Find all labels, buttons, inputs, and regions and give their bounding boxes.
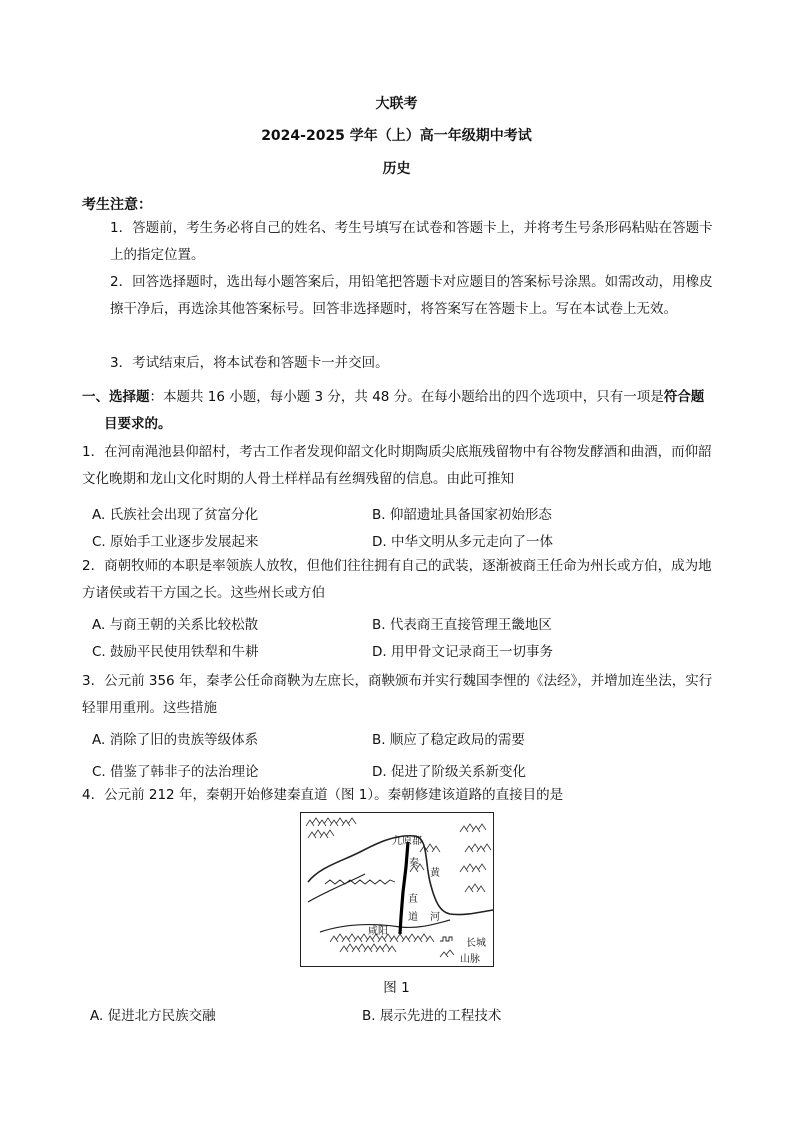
question-2-option-a[interactable]: A. 与商王朝的关系比较松散	[92, 617, 259, 633]
figure-1-map	[300, 812, 494, 967]
question-1-stem: 1．在河南渑池县仰韶村，考古工作者发现仰韶文化时期陶质尖底瓶残留物中有谷物发酵酒和曲酒，而仰韶文化晚期和龙山文化时期的人骨土样样品有丝绸残留的信息。由此可推知	[82, 444, 712, 487]
section-1-instructions	[82, 384, 722, 438]
question-3-stem: 3．公元前 356 年，秦孝公任命商鞅为左庶长，商鞅颁布并实行魏国李悝的《法经》，并增加连坐法，实行轻罪用重刑。这些措施	[82, 673, 713, 716]
notice-item-2-text: 2．回答选择题时，选出每小题答案后，用铅笔把答题卡对应题目的答案标号涂黑。如需改动，用橡皮擦干净后，再选涂其他答案标号。回答非选择题时，将答案写在答题卡上。写在本试卷上无效。	[110, 274, 713, 317]
question-4-option-a[interactable]: A. 促进北方民族交融	[90, 1008, 216, 1024]
section-1-prefix: 一、	[82, 389, 109, 405]
legend-label-mountains: 山脉	[460, 954, 480, 965]
legend-label-great-wall: 长城	[466, 938, 486, 949]
question-3-option-b[interactable]: B. 顺应了稳定政局的需要	[372, 732, 525, 748]
question-4-stem: 4．公元前 212 年，秦朝开始修建秦直道（图 1）。秦朝修建该道路的直接目的是	[82, 787, 564, 803]
label-jiuyuan: 九原郡	[392, 836, 422, 847]
figure-1-caption: 图 1	[383, 980, 410, 996]
question-1-option-b[interactable]: B. 仰韶遗址具备国家初始形态	[372, 507, 552, 523]
question-1-option-d[interactable]: D. 中华文明从多元走向了一体	[372, 534, 553, 550]
question-3-option-c[interactable]: C. 借鉴了韩非子的法治理论	[92, 764, 259, 780]
notice-item-3	[110, 350, 715, 377]
section-1-label: 选择题	[109, 389, 150, 405]
exam-title: 2024-2025 学年（上）高一年级期中考试	[261, 128, 532, 144]
question-3-option-d[interactable]: D. 促进了阶级关系新变化	[372, 764, 526, 780]
label-qin: 秦	[409, 858, 419, 869]
question-1-option-c[interactable]: C. 原始手工业逐步发展起来	[92, 534, 259, 550]
notice-item-2	[110, 269, 715, 323]
label-dao: 道	[408, 912, 418, 923]
question-3-option-a[interactable]: A. 消除了旧的贵族等级体系	[92, 732, 259, 748]
label-huang: 黄	[430, 868, 440, 879]
label-he: 河	[430, 912, 440, 923]
label-xianyang: 咸阳	[368, 926, 388, 937]
section-1-emph-1: 符合题	[663, 389, 705, 405]
label-zhi: 直	[408, 894, 418, 905]
question-2-option-c[interactable]: C. 鼓励平民使用铁犁和牛耕	[92, 644, 259, 660]
notice-item-1-text: 1．答题前，考生务必将自己的姓名、考生号填写在试卷和答题卡上，并将考生号条形码粘贴在答题卡上的指定位置。	[110, 220, 713, 263]
notice-item-1	[110, 215, 715, 269]
section-1-emph-2: 目要求的。	[104, 416, 172, 432]
subject-title: 历史	[382, 161, 411, 177]
question-2-stem: 2．商朝牧师的本职是率领族人放牧，但他们往往拥有自己的武装，逐渐被商王任命为州长或方伯，成为地方诸侯或若干方国之长。这些州长或方伯	[82, 558, 712, 601]
question-2-option-d[interactable]: D. 用甲骨文记录商王一切事务	[372, 644, 553, 660]
question-1-option-a[interactable]: A. 氏族社会出现了贫富分化	[92, 507, 259, 523]
question-4-option-b[interactable]: B. 展示先进的工程技术	[362, 1008, 502, 1024]
notice-item-3-text: 3．考试结束后，将本试卷和答题卡一并交回。	[110, 355, 389, 371]
section-1-text: ：本题共 16 小题，每小题 3 分，共 48 分。在每小题给出的四个选项中，只有一项是	[149, 389, 664, 405]
exam-org: 大联考	[375, 96, 418, 112]
question-2-option-b[interactable]: B. 代表商王直接管理王畿地区	[372, 617, 552, 633]
notice-heading: 考生注意：	[82, 197, 152, 213]
